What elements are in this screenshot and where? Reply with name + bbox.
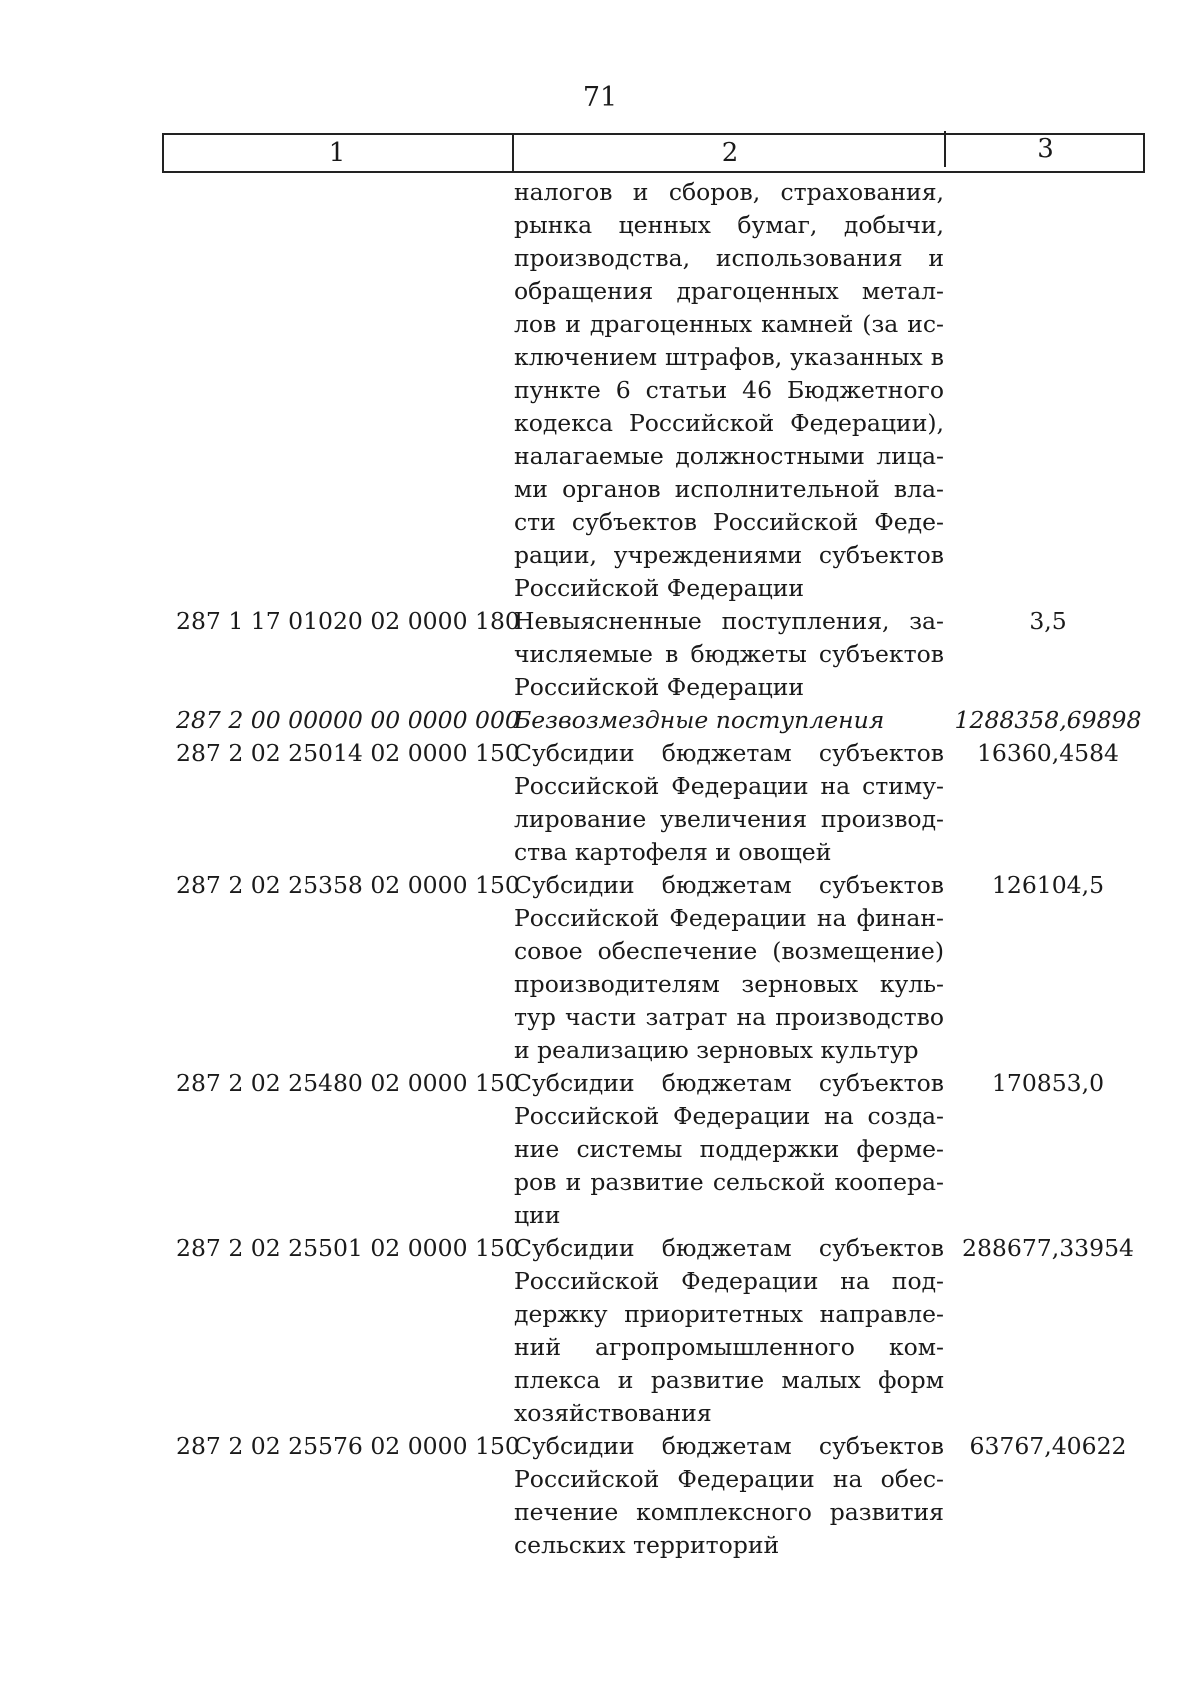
description-line: ний агропромышленного ком- (514, 1333, 944, 1361)
description-line: печение комплексного развития (514, 1498, 944, 1526)
description-line: ние системы поддержки ферме- (514, 1135, 944, 1163)
description-line: Безвозмездные поступления (514, 706, 885, 734)
budget-code: 287 1 17 01020 02 0000 180 (176, 607, 520, 635)
description-line: Российской Федерации (514, 673, 805, 701)
description-line: рынка ценных бумаг, добычи, (514, 211, 944, 239)
budget-code: 287 2 02 25501 02 0000 150 (176, 1234, 520, 1262)
description-line: производителям зерновых куль- (514, 970, 944, 998)
amount: 63767,40622 (969, 1432, 1127, 1460)
table-header (162, 133, 1145, 173)
description-line: Российской Федерации на стиму- (514, 772, 944, 800)
amount: 170853,0 (991, 1069, 1105, 1097)
description-line: Субсидии бюджетам субъектов (514, 1234, 944, 1262)
header-col-1: 1 (328, 138, 346, 168)
description-line: кодекса Российской Федерации), (514, 409, 944, 437)
amount: 288677,33954 (962, 1234, 1134, 1262)
description-line: ми органов исполнительной вла- (514, 475, 944, 503)
description-line: Субсидии бюджетам субъектов (514, 739, 944, 767)
description-line: Российской Федерации на под- (514, 1267, 944, 1295)
income-description (514, 176, 944, 605)
amount: 126104,5 (991, 871, 1105, 899)
description-line: ции (514, 1201, 561, 1229)
description-line: Невыясненные поступления, за- (514, 607, 944, 635)
description-line: Российской Федерации на созда- (514, 1102, 944, 1130)
table-row (162, 605, 1152, 704)
budget-code: 287 2 00 00000 00 0000 000 (176, 706, 520, 734)
amount: 1288358,69898 (954, 706, 1142, 734)
description-line: Субсидии бюджетам субъектов (514, 871, 944, 899)
description-line: налагаемые должностными лица- (514, 442, 944, 470)
income-description (514, 1430, 944, 1562)
description-line: ства картофеля и овощей (514, 838, 832, 866)
table-row (162, 176, 1152, 605)
description-line: лирование увеличения производ- (514, 805, 944, 833)
description-line: лов и драгоценных камней (за ис- (514, 310, 944, 338)
description-line: Российской Федерации на финан- (514, 904, 944, 932)
description-line: Субсидии бюджетам субъектов (514, 1432, 944, 1460)
description-line: числяемые в бюджеты субъектов (514, 640, 944, 668)
header-col-2: 2 (512, 135, 946, 171)
description-line: Российской Федерации на обес- (514, 1465, 944, 1493)
table-body (162, 176, 1152, 1562)
description-line: производства, использования и (514, 244, 944, 272)
amount: 16360,4584 (976, 739, 1120, 767)
budget-code: 287 2 02 25576 02 0000 150 (176, 1432, 520, 1460)
description-line: и реализацию зерновых культур (514, 1036, 919, 1064)
table-row (162, 869, 1152, 1067)
description-line: Субсидии бюджетам субъектов (514, 1069, 944, 1097)
amount: 3,5 (1029, 607, 1067, 635)
description-line: держку приоритетных направле- (514, 1300, 944, 1328)
description-line: сельских территорий (514, 1531, 780, 1559)
header-col-3: 3 (944, 131, 1145, 167)
income-description (514, 869, 944, 1067)
income-description (514, 1232, 944, 1430)
description-line: обращения драгоценных метал- (514, 277, 944, 305)
income-description (514, 704, 944, 737)
income-description (514, 737, 944, 869)
description-line: плекса и развитие малых форм (514, 1366, 944, 1394)
description-line: Российской Федерации (514, 574, 805, 602)
page-number: 71 (582, 82, 618, 113)
description-line: хозяйствования (514, 1399, 712, 1427)
description-line: ров и развитие сельской коопера- (514, 1168, 944, 1196)
description-line: сти субъектов Российской Феде- (514, 508, 944, 536)
budget-code: 287 2 02 25358 02 0000 150 (176, 871, 520, 899)
description-line: ключением штрафов, указанных в (514, 343, 944, 371)
description-line: рации, учреждениями субъектов (514, 541, 944, 569)
income-description (514, 605, 944, 704)
budget-code: 287 2 02 25014 02 0000 150 (176, 739, 520, 767)
budget-code: 287 2 02 25480 02 0000 150 (176, 1069, 520, 1097)
table-row (162, 1067, 1152, 1232)
table-row (162, 1430, 1152, 1562)
description-line: налогов и сборов, страхования, (514, 178, 944, 206)
description-line: пункте 6 статьи 46 Бюджетного (514, 376, 944, 404)
description-line: совое обеспечение (возмещение) (514, 937, 944, 965)
table-row (162, 1232, 1152, 1430)
table-row (162, 737, 1152, 869)
description-line: тур части затрат на производство (514, 1003, 944, 1031)
income-description (514, 1067, 944, 1232)
table-row (162, 704, 1152, 737)
